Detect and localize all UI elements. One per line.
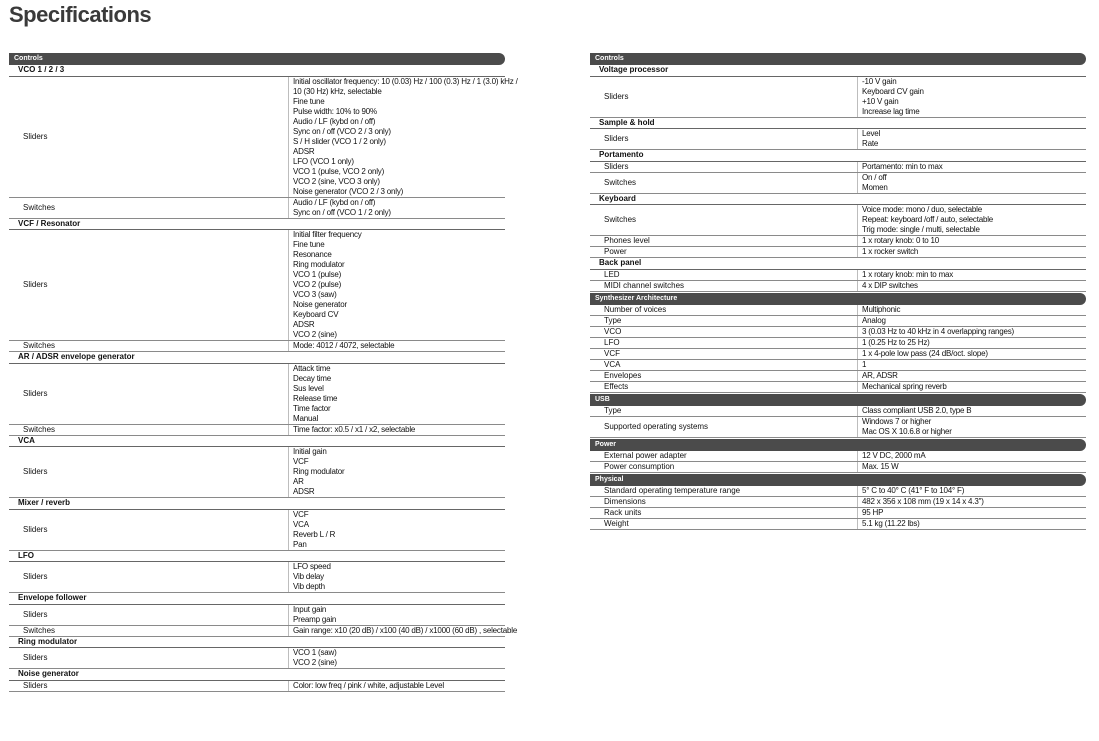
spec-value (857, 77, 1086, 117)
spec-row (9, 341, 505, 352)
spec-value-line: Voice mode: mono / duo, selectable (862, 205, 982, 214)
section-header: Controls (9, 53, 505, 65)
spec-value-line: 1 (0.25 Hz to 25 Hz) (862, 337, 930, 347)
spec-row (9, 425, 505, 436)
spec-value-line: 5° C to 40° C (41° F to 104° F) (862, 485, 965, 495)
spec-row (590, 247, 1086, 258)
spec-value (288, 364, 505, 424)
spec-label: Standard operating temperature range (604, 485, 741, 495)
spec-row (590, 270, 1086, 281)
spec-row (9, 230, 505, 341)
spec-label: Phones level (604, 236, 650, 245)
spec-value (857, 417, 1086, 437)
spec-label: Sliders (604, 91, 629, 101)
spec-value-line: 1 x rotary knob: 0 to 10 (862, 236, 940, 245)
spec-value-line: On / off (862, 172, 887, 182)
spec-value-line: Time factor (293, 403, 331, 413)
spec-value (288, 625, 518, 636)
spec-row (590, 316, 1086, 327)
spec-value-line: 482 x 356 x 108 mm (19 x 14 x 4.3") (862, 496, 984, 506)
spec-value (288, 425, 505, 435)
spec-row (590, 406, 1086, 417)
group-header: Ring modulator (9, 637, 505, 649)
spec-value-line: Sus level (293, 383, 324, 393)
spec-value-line: VCO 2 (sine, VCO 3 only) (293, 176, 380, 186)
spec-row (590, 462, 1086, 473)
spec-row (590, 129, 1086, 150)
spec-value-line: Initial filter frequency (293, 230, 362, 239)
spec-label: Switches (604, 215, 637, 224)
spec-value-line: S / H slider (VCO 1 / 2 only) (293, 136, 386, 146)
spec-row (590, 382, 1086, 393)
spec-label: Sliders (23, 280, 48, 289)
spec-value-line: ADSR (293, 487, 315, 496)
spec-label: Sliders (23, 388, 48, 398)
spec-value-line: Ring modulator (293, 467, 345, 476)
spec-value-line: Portamento: min to max (862, 161, 943, 171)
spec-label: Switches (604, 177, 637, 187)
spec-value-line: 3 (0.03 Hz to 40 kHz in 4 overlapping ranges) (862, 326, 1014, 336)
spec-value (857, 519, 1086, 529)
section-header: Physical (590, 474, 1086, 486)
spec-value (857, 382, 1086, 392)
spec-label: VCA (604, 359, 621, 369)
spec-value-line: Increase lag time (862, 106, 920, 116)
spec-value-line: Repeat: keyboard /off / auto, selectable (862, 215, 994, 224)
spec-value-line: 4 x DIP switches (862, 280, 918, 290)
spec-value (857, 462, 1086, 472)
spec-value-line: Keyboard CV gain (862, 86, 924, 96)
spec-value (857, 371, 1086, 381)
spec-value (288, 681, 505, 691)
spec-value-line: VCO 2 (pulse) (293, 280, 342, 289)
spec-value (288, 510, 505, 550)
spec-row (590, 486, 1086, 497)
spec-value-line: Ring modulator (293, 260, 345, 269)
spec-value (288, 198, 505, 218)
spec-value-line: 1 x rotary knob: min to max (862, 269, 954, 279)
spec-row (9, 681, 505, 692)
spec-value-line: Multiphonic (862, 304, 901, 314)
spec-row (590, 162, 1086, 173)
spec-column-left (9, 52, 518, 692)
spec-value-line: VCO 1 (saw) (293, 648, 337, 657)
spec-value (288, 562, 505, 592)
spec-label: Number of voices (604, 304, 667, 314)
group-header: Sample & hold (590, 118, 1086, 130)
spec-value-line: VCA (293, 519, 309, 529)
spec-label: Sliders (23, 131, 48, 141)
spec-value-line: -10 V gain (862, 76, 897, 86)
spec-column-right (590, 52, 1086, 530)
spec-label: Type (604, 315, 622, 325)
spec-row (590, 327, 1086, 338)
spec-value-line: Reverb L / R (293, 529, 336, 539)
spec-value-line: Release time (293, 393, 338, 403)
spec-label: Power consumption (604, 461, 675, 471)
spec-value-line: AR, ADSR (862, 370, 898, 380)
spec-row (590, 205, 1086, 236)
spec-label: LED (604, 269, 620, 279)
spec-value-line: Initial gain (293, 447, 327, 456)
group-header: VCF / Resonator (9, 219, 505, 231)
spec-value (288, 341, 505, 351)
spec-row (590, 417, 1086, 438)
spec-value (857, 162, 1086, 172)
spec-label: Sliders (604, 161, 629, 171)
spec-row (590, 305, 1086, 316)
spec-row (9, 447, 505, 498)
spec-label: Switches (23, 341, 56, 350)
spec-row (9, 605, 505, 626)
spec-label: Switches (23, 625, 56, 635)
group-header: AR / ADSR envelope generator (9, 352, 505, 364)
spec-label: Dimensions (604, 496, 646, 506)
group-header: Noise generator (9, 669, 505, 681)
spec-value-line: Attack time (293, 363, 331, 373)
group-header: VCA (9, 436, 505, 448)
spec-label: VCO (604, 326, 622, 336)
spec-label: Sliders (23, 609, 48, 619)
spec-label: Sliders (604, 134, 629, 143)
spec-row (9, 364, 505, 425)
spec-value-line: Noise generator (VCO 2 / 3 only) (293, 186, 404, 196)
spec-label: Rack units (604, 507, 642, 517)
spec-value-line: Class compliant USB 2.0, type B (862, 405, 972, 415)
spec-value (288, 230, 505, 340)
spec-label: Supported operating systems (604, 421, 709, 431)
spec-label: Switches (23, 424, 56, 434)
group-header: Back panel (590, 258, 1086, 270)
spec-label: Sliders (23, 467, 48, 476)
spec-value (288, 648, 505, 668)
spec-value-line: Trig mode: single / multi, selectable (862, 225, 980, 234)
spec-value-line: Analog (862, 315, 886, 325)
spec-value-line: Manual (293, 413, 319, 423)
spec-value-line: Keyboard CV (293, 310, 339, 319)
spec-label: Effects (604, 381, 629, 391)
spec-value-line: Fine tune (293, 240, 325, 249)
spec-value-line: Decay time (293, 373, 332, 383)
spec-row (590, 360, 1086, 371)
spec-value-line: VCF (293, 457, 309, 466)
spec-value (857, 247, 1086, 257)
spec-row (590, 77, 1086, 118)
spec-value (857, 338, 1086, 348)
spec-value-line: Audio / LF (kybd on / off) (293, 116, 376, 126)
spec-value-line: 1 (862, 359, 867, 369)
spec-row (590, 281, 1086, 292)
spec-value-line: Pan (293, 539, 307, 549)
spec-value-line: LFO (VCO 1 only) (293, 156, 354, 166)
spec-value-line: Gain range: x10 (20 dB) / x100 (40 dB) / x1000 (60 dB) , selectable (293, 625, 518, 635)
spec-row (9, 198, 505, 219)
spec-value-line: VCO 3 (saw) (293, 290, 337, 299)
group-header: Envelope follower (9, 593, 505, 605)
spec-value-line: Noise generator (293, 300, 347, 309)
spec-row (9, 562, 505, 593)
spec-value (857, 173, 1086, 193)
spec-value (857, 327, 1086, 337)
spec-value (288, 76, 518, 197)
spec-value (288, 447, 505, 497)
spec-value (857, 270, 1086, 280)
spec-value-line: Max. 15 W (862, 461, 899, 471)
spec-label: LFO (604, 337, 620, 347)
spec-label: Weight (604, 518, 629, 528)
spec-value-line: Color: low freq / pink / white, adjustable Level (293, 680, 444, 690)
spec-value (857, 236, 1086, 246)
spec-value-line: 1 x 4-pole low pass (24 dB/oct. slope) (862, 348, 988, 358)
spec-value-line: 12 V DC, 2000 mA (862, 450, 926, 460)
spec-value-line: Audio / LF (kybd on / off) (293, 197, 376, 207)
spec-value-line: Time factor: x0.5 / x1 / x2, selectable (293, 424, 416, 434)
section-header: USB (590, 394, 1086, 406)
spec-row (590, 519, 1086, 530)
section-header: Controls (590, 53, 1086, 65)
spec-value (857, 360, 1086, 370)
spec-row (590, 451, 1086, 462)
spec-value-line: ADSR (293, 146, 315, 156)
spec-label: Switches (23, 202, 56, 212)
spec-row (9, 625, 518, 637)
spec-row (9, 510, 505, 551)
spec-row (590, 349, 1086, 360)
spec-value (857, 497, 1086, 507)
spec-value (857, 316, 1086, 326)
group-header: VCO 1 / 2 / 3 (9, 65, 505, 77)
spec-value (857, 406, 1086, 416)
spec-value (857, 486, 1086, 496)
spec-label: Envelopes (604, 370, 642, 380)
spec-row (590, 508, 1086, 519)
spec-value-line: Initial oscillator frequency: 10 (0.03) Hz / 100 (0.3) Hz / 1 (3.0) kHz / (293, 76, 518, 86)
spec-value-line: Resonance (293, 250, 332, 259)
spec-row (9, 76, 518, 198)
spec-value (857, 129, 1086, 149)
spec-label: Sliders (23, 680, 48, 690)
spec-value (857, 508, 1086, 518)
spec-value-line: Pulse width: 10% to 90% (293, 106, 377, 116)
group-header: Mixer / reverb (9, 498, 505, 510)
spec-label: Power (604, 247, 627, 256)
spec-value-line: 1 x rocker switch (862, 247, 919, 256)
spec-value-line: AR (293, 477, 304, 486)
spec-value-line: Rate (862, 139, 879, 148)
spec-label: VCF (604, 348, 620, 358)
spec-value-line: 10 (30 Hz) kHz, selectable (293, 86, 382, 96)
page-title: Specifications (9, 2, 152, 27)
spec-value-line: ADSR (293, 320, 315, 329)
spec-value (857, 349, 1086, 359)
spec-value-line: Sync on / off (VCO 1 / 2 only) (293, 207, 391, 217)
spec-label: Sliders (23, 653, 48, 662)
spec-value-line: VCF (293, 509, 309, 519)
spec-value-line: Input gain (293, 604, 327, 614)
group-header: Voltage processor (590, 65, 1086, 77)
spec-label: Type (604, 405, 622, 415)
section-header: Power (590, 439, 1086, 451)
spec-row (590, 371, 1086, 382)
spec-label: MIDI channel switches (604, 280, 685, 290)
spec-value (857, 281, 1086, 291)
spec-label: Sliders (23, 572, 48, 581)
spec-value-line: LFO speed (293, 562, 331, 571)
spec-value-line: Mode: 4012 / 4072, selectable (293, 341, 395, 350)
spec-value (288, 605, 505, 625)
spec-row (590, 497, 1086, 508)
spec-row (590, 338, 1086, 349)
spec-value-line: Vib delay (293, 572, 324, 581)
group-header: LFO (9, 551, 505, 563)
spec-row (590, 236, 1086, 247)
spec-value-line: Mac OS X 10.6.8 or higher (862, 426, 952, 436)
spec-value-line: Sync on / off (VCO 2 / 3 only) (293, 126, 391, 136)
spec-label: Sliders (23, 524, 48, 534)
spec-row (590, 173, 1086, 194)
spec-value-line: VCO 1 (pulse) (293, 270, 342, 279)
spec-value-line: Preamp gain (293, 614, 337, 624)
spec-value-line: Windows 7 or higher (862, 416, 932, 426)
spec-value-line: Momen (862, 182, 888, 192)
spec-label: External power adapter (604, 450, 687, 460)
spec-value-line: Level (862, 129, 881, 138)
spec-value-line: Fine tune (293, 96, 325, 106)
spec-value (857, 205, 1086, 235)
spec-value (857, 305, 1086, 315)
spec-value-line: +10 V gain (862, 96, 899, 106)
spec-row (9, 648, 505, 669)
spec-value-line: 95 HP (862, 507, 884, 517)
group-header: Keyboard (590, 194, 1086, 206)
spec-value-line: Mechanical spring reverb (862, 381, 947, 391)
section-header: Synthesizer Architecture (590, 293, 1086, 305)
group-header: Portamento (590, 150, 1086, 162)
spec-value-line: Vib depth (293, 582, 325, 591)
spec-value-line: 5.1 kg (11.22 lbs) (862, 518, 920, 528)
spec-value-line: VCO 2 (sine) (293, 330, 337, 339)
spec-value-line: VCO 2 (sine) (293, 658, 337, 667)
spec-value-line: VCO 1 (pulse, VCO 2 only) (293, 166, 385, 176)
spec-value (857, 451, 1086, 461)
